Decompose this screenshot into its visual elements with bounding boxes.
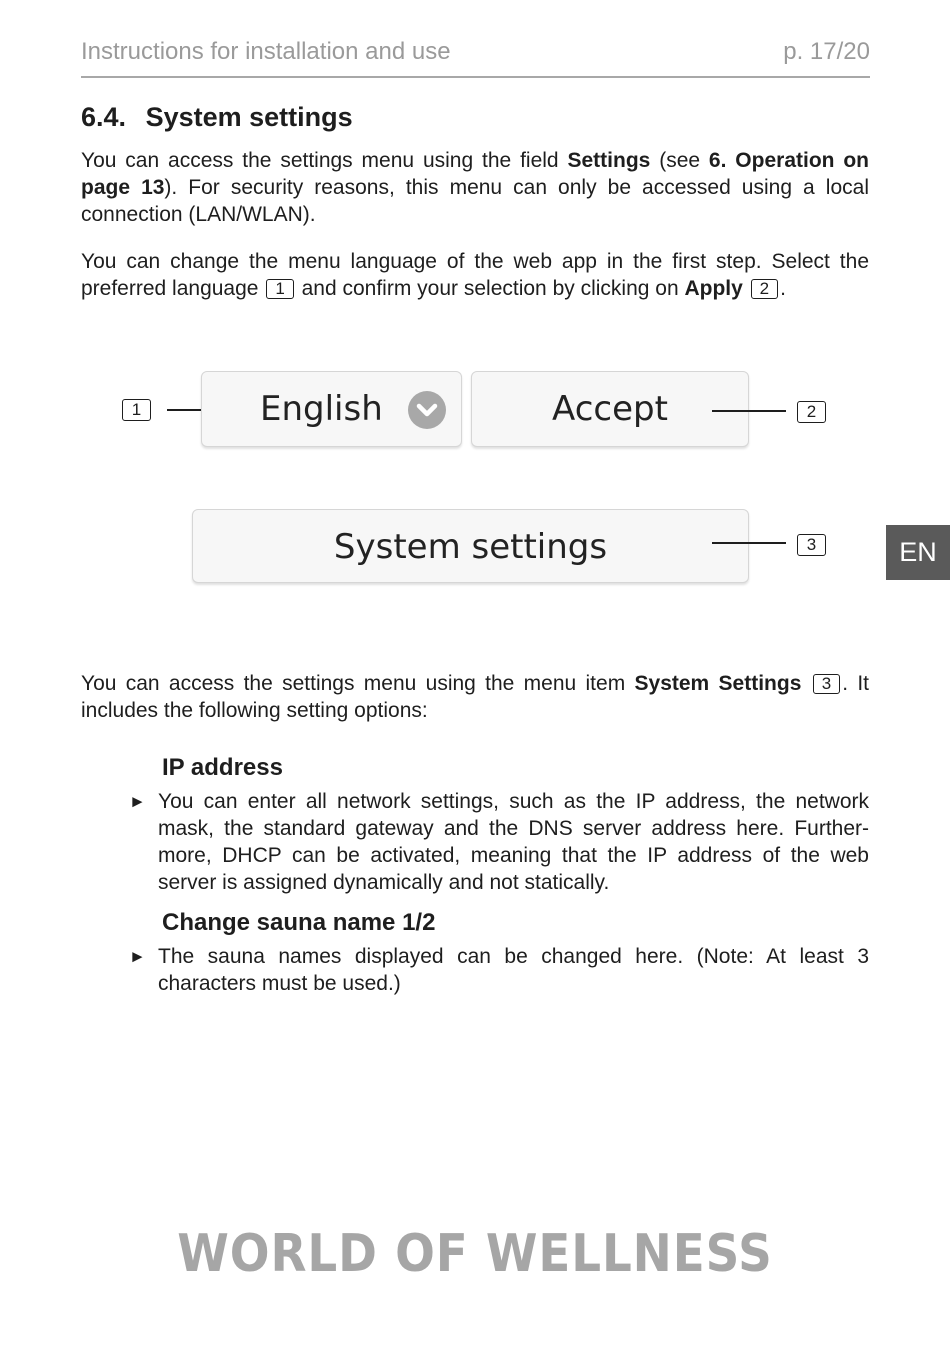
- list-item-text: The sauna names displayed can be changed here. (Note: At least 3 characters must be used.): [158, 945, 869, 995]
- text-run: (see: [650, 149, 709, 172]
- option-heading-sauna-name: Change sauna name 1/2: [162, 909, 436, 936]
- intro-paragraph: [81, 147, 869, 228]
- system-settings-paragraph: [81, 670, 869, 724]
- system-settings-button-label: System settings: [333, 527, 608, 567]
- cross-reference: 6. Operation on page 13: [81, 149, 870, 199]
- callout-ref-1: 1: [266, 279, 293, 299]
- callout-3: 3: [797, 534, 826, 556]
- page-number: p. 17/20: [783, 38, 870, 65]
- text-run: .: [780, 277, 786, 300]
- brand-logo: WORLD OF WELLNESS: [177, 1224, 773, 1284]
- text-run: You can access the settings menu using the field: [81, 149, 568, 172]
- page-header: [81, 36, 870, 78]
- callout-2: 2: [797, 401, 826, 423]
- callout-ref-2: 2: [751, 279, 778, 299]
- callout-ref-3: 3: [813, 674, 840, 694]
- text-run: ). For security reasons, this menu can only be accessed using a local connection (LAN/WLAN).: [81, 176, 869, 226]
- section-heading: [81, 102, 353, 133]
- section-title: System settings: [145, 102, 353, 132]
- language-paragraph: [81, 248, 869, 302]
- accept-button[interactable]: [471, 371, 749, 447]
- callout-line-3: [712, 542, 786, 544]
- text-run: You can access the settings menu using the menu item: [81, 672, 635, 695]
- accept-button-label: Accept: [552, 389, 668, 429]
- callout-1: 1: [122, 399, 151, 421]
- chevron-down-icon: [408, 391, 446, 429]
- bold-term-system-settings: System Settings: [634, 672, 802, 695]
- bullet-arrow-icon: ►: [129, 792, 146, 811]
- text-run: You can change the menu language of the web app in the first step. Select the preferred language: [81, 250, 869, 300]
- bold-term-settings: Settings: [567, 149, 651, 172]
- section-number: 6.4.: [81, 102, 127, 132]
- header-title: Instructions for installation and use: [81, 38, 451, 65]
- language-select[interactable]: [201, 371, 462, 447]
- option-heading-ip-address: IP address: [162, 754, 283, 781]
- list-item-text: You can enter all network settings, such as the IP address, the network mask, the standard gateway and the DNS server address here. Further-more, DHCP can be activated, meaning that the IP address of the web server is assigned dynamically and not statically.: [158, 790, 869, 894]
- text-run: and confirm your selection by clicking on: [295, 277, 685, 300]
- language-tab: EN: [886, 525, 950, 580]
- language-select-value: English: [260, 389, 383, 429]
- bold-term-apply: Apply: [684, 277, 743, 300]
- callout-line-2: [712, 410, 786, 412]
- system-settings-button[interactable]: [192, 509, 749, 583]
- bullet-arrow-icon: ►: [129, 947, 146, 966]
- text-run: . It includes the following setting options:: [81, 672, 870, 722]
